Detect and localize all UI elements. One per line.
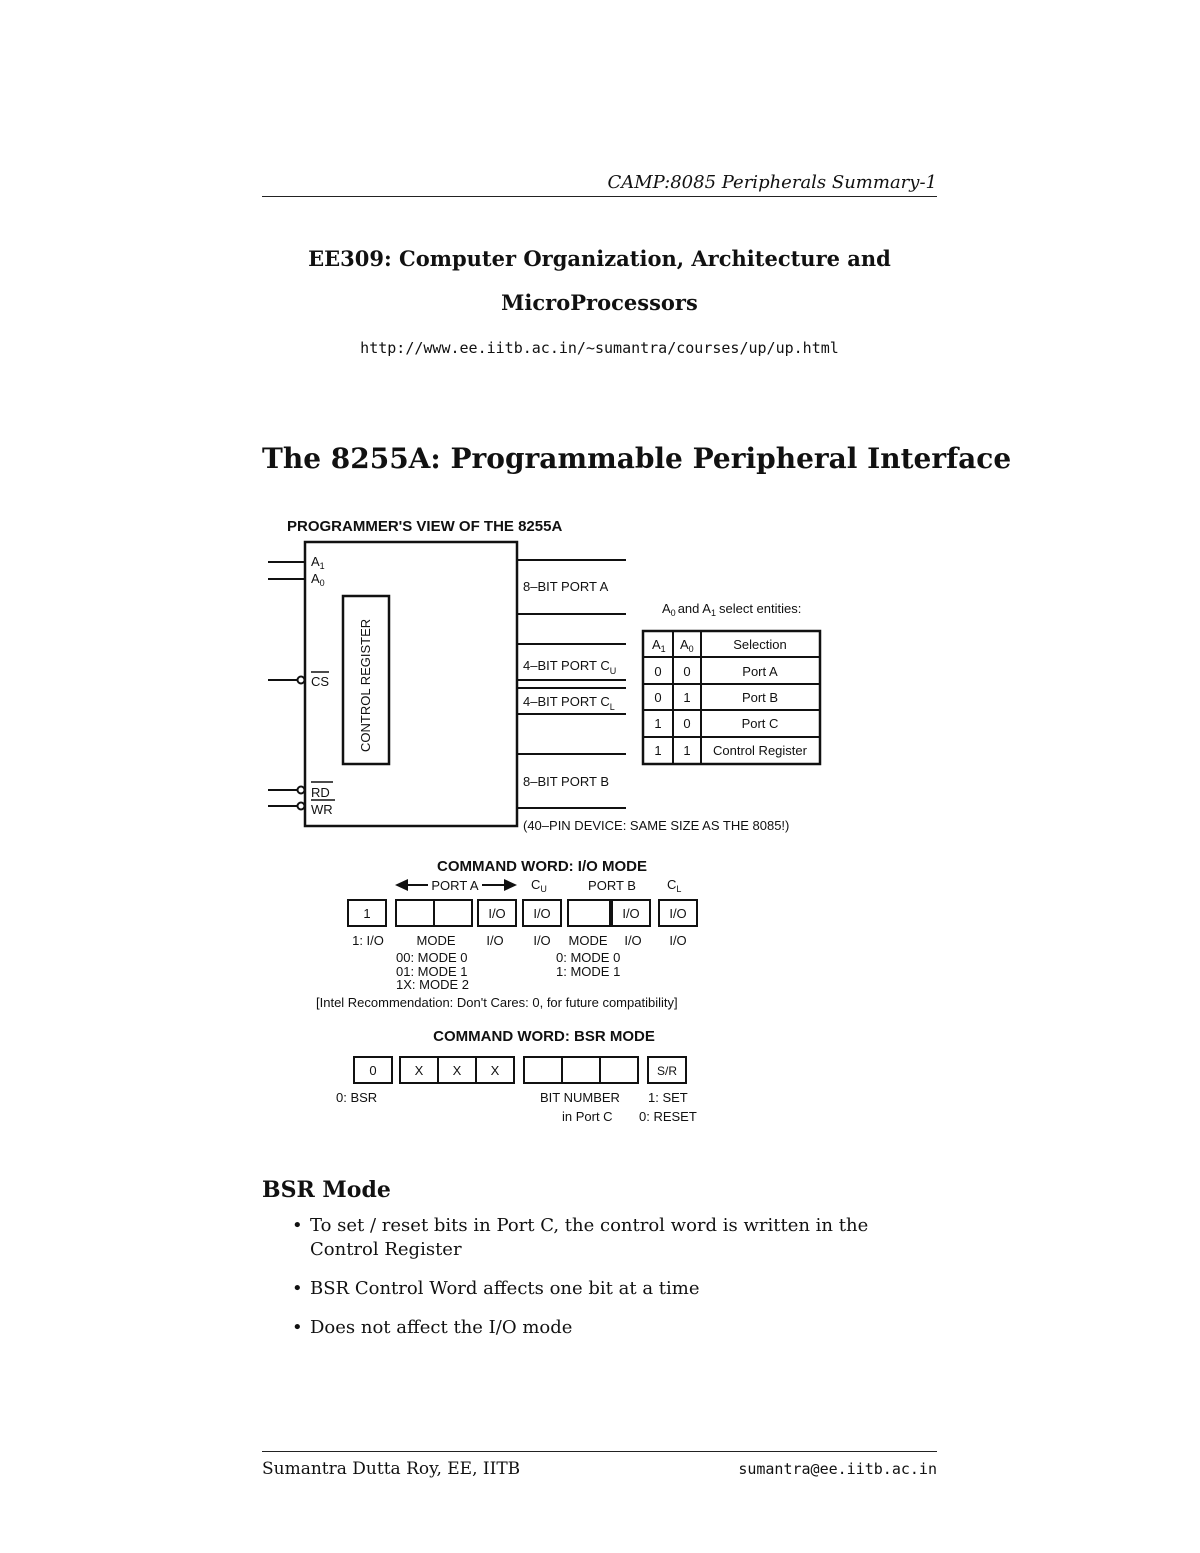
svg-text:CU: $C_U$ [531,877,547,894]
mode-a-line: 1X: MODE 2 [396,977,469,992]
running-header: CAMP:8085 Peripherals Summary-1 [607,172,937,193]
bsr-mode-title: COMMAND WORD: BSR MODE [433,1028,655,1045]
list-item: • BSR Control Word affects one bit at a time [292,1278,700,1299]
mode-b-line: 1: MODE 1 [556,964,621,979]
bsr-bit-value: S/R [656,1064,678,1078]
bsr-bit-3 [524,1057,562,1083]
io-port-a-label: PORT A [431,878,479,893]
bsr-label-reset: 0: RESET [639,1109,697,1124]
mode-a-line: 01: MODE 1 [396,964,468,979]
course-title-line1: EE309: Computer Organization, Architecture and [308,246,891,271]
io-label-mode-b: MODE [568,933,608,948]
chip-body [305,542,517,826]
svg-text:A0: $A_0$ [311,571,325,588]
list-item: • Does not affect the I/O mode [292,1317,573,1338]
port-b-label: 8–BIT PORT B [523,774,609,789]
control-register-label: CONTROL REGISTER [358,618,373,752]
bsr-bit-value: X [452,1063,462,1078]
pin-wr-bubble [298,803,305,810]
port-cl-label: 4–BIT PORT C [523,694,610,709]
footer-rule [262,1451,937,1452]
io-label-port-a-io: I/O [486,933,504,948]
io-label-cl-io: I/O [669,933,687,948]
bsr-bit-1 [600,1057,638,1083]
pin-wr-label: WR [311,802,333,817]
intel-note: [Intel Recommendation: Don't Cares: 0, for future compatibility] [316,995,678,1010]
io-bit-value: 1 [363,906,371,921]
pin-a0-label: A [311,571,320,586]
io-label-port-b-io: I/O [624,933,642,948]
svg-text:A1: $A_1$ [311,554,325,571]
bsr-label-in-port-c: in Port C [562,1109,613,1124]
io-bit-value: I/O [488,906,506,921]
io-label-cu-io: I/O [533,933,551,948]
pin-cs-label: CS [311,674,330,689]
bsr-label-bsr: 0: BSR [336,1090,378,1105]
table-cell: Control Register [713,743,807,758]
table-cell: 1 [683,690,691,705]
table-cell: 0 [654,664,662,679]
diagram-title: PROGRAMMER'S VIEW OF THE 8255A [287,518,563,535]
mode-a-line: 00: MODE 0 [396,950,468,965]
table-cell: 0 [683,716,691,731]
table-cell: 0 [683,664,691,679]
table-header-selection: Selection [733,637,787,652]
section-title: The 8255A: Programmable Peripheral Interface [262,442,1012,475]
svg-text:A0: $A_0$ [680,637,694,654]
table-cell: 0 [654,690,662,705]
io-cl-label: C [667,877,677,892]
table-cell: 1 [654,743,662,758]
io-label-io-select: 1: I/O [352,933,384,948]
io-port-b-label: PORT B [588,878,636,893]
io-cu-label: C [531,877,541,892]
table-cell: Port B [741,690,779,705]
io-bit-6 [396,900,434,926]
svg-text:A1: $A_1$ [652,637,666,654]
pin-rd-bubble [298,787,305,794]
table-header-a0: A [680,637,689,652]
table-cell: 1 [654,716,662,731]
table-cell: Port A [742,664,778,679]
bsr-label-bit-number: BIT NUMBER [540,1090,620,1105]
bsr-bit-value: X [414,1063,424,1078]
svg-text:4–BIT PORT CU: 4–BIT PORT $C_U$ [523,658,617,676]
svg-text:4–BIT PORT CL: 4–BIT PORT $C_L$ [523,694,615,712]
device-note: (40–PIN DEVICE: SAME SIZE AS THE 8085!) [523,818,790,833]
select-note: $A_0$ and $A_1$ select entities: [662,601,802,618]
pin-cs-bubble [298,677,305,684]
io-label-mode-a: MODE [416,933,456,948]
svg-text:CL: $C_L$ [667,877,682,894]
bsr-label-set: 1: SET [648,1090,688,1105]
port-cu-label: 4–BIT PORT C [523,658,610,673]
table-header-a1: A [652,637,661,652]
table-cell: Port C [741,716,779,731]
footer-author: Sumantra Dutta Roy, EE, IITB [262,1459,521,1479]
io-bit-value: I/O [622,906,640,921]
table-cell: 1 [683,743,691,758]
io-bit-2 [568,900,610,926]
bsr-bit-value: X [490,1063,500,1078]
bsr-section-title: BSR Mode [262,1177,391,1203]
pin-a1-label: A [311,554,320,569]
io-bit-value: I/O [533,906,551,921]
io-bit-5 [434,900,472,926]
footer-email[interactable]: sumantra@ee.iitb.ac.in [738,1460,937,1478]
course-url[interactable]: http://www.ee.iitb.ac.in/~sumantra/courses/up/up.html [360,339,839,357]
bsr-bit-2 [562,1057,600,1083]
course-title-line2: MicroProcessors [501,290,698,315]
mode-b-line: 0: MODE 0 [556,950,621,965]
bsr-bullet-list [290,1214,940,1355]
port-a-arrowhead-left [395,879,408,891]
port-a-label: 8–BIT PORT A [523,579,609,594]
port-a-arrowhead-right [504,879,517,891]
pin-rd-label: RD [311,785,330,800]
bsr-bit-value: 0 [369,1063,377,1078]
list-item: • To set / reset bits in Port C, the control word is written in the Control Register [292,1215,869,1260]
io-bit-value: I/O [669,906,687,921]
io-mode-title: COMMAND WORD: I/O MODE [437,858,647,875]
